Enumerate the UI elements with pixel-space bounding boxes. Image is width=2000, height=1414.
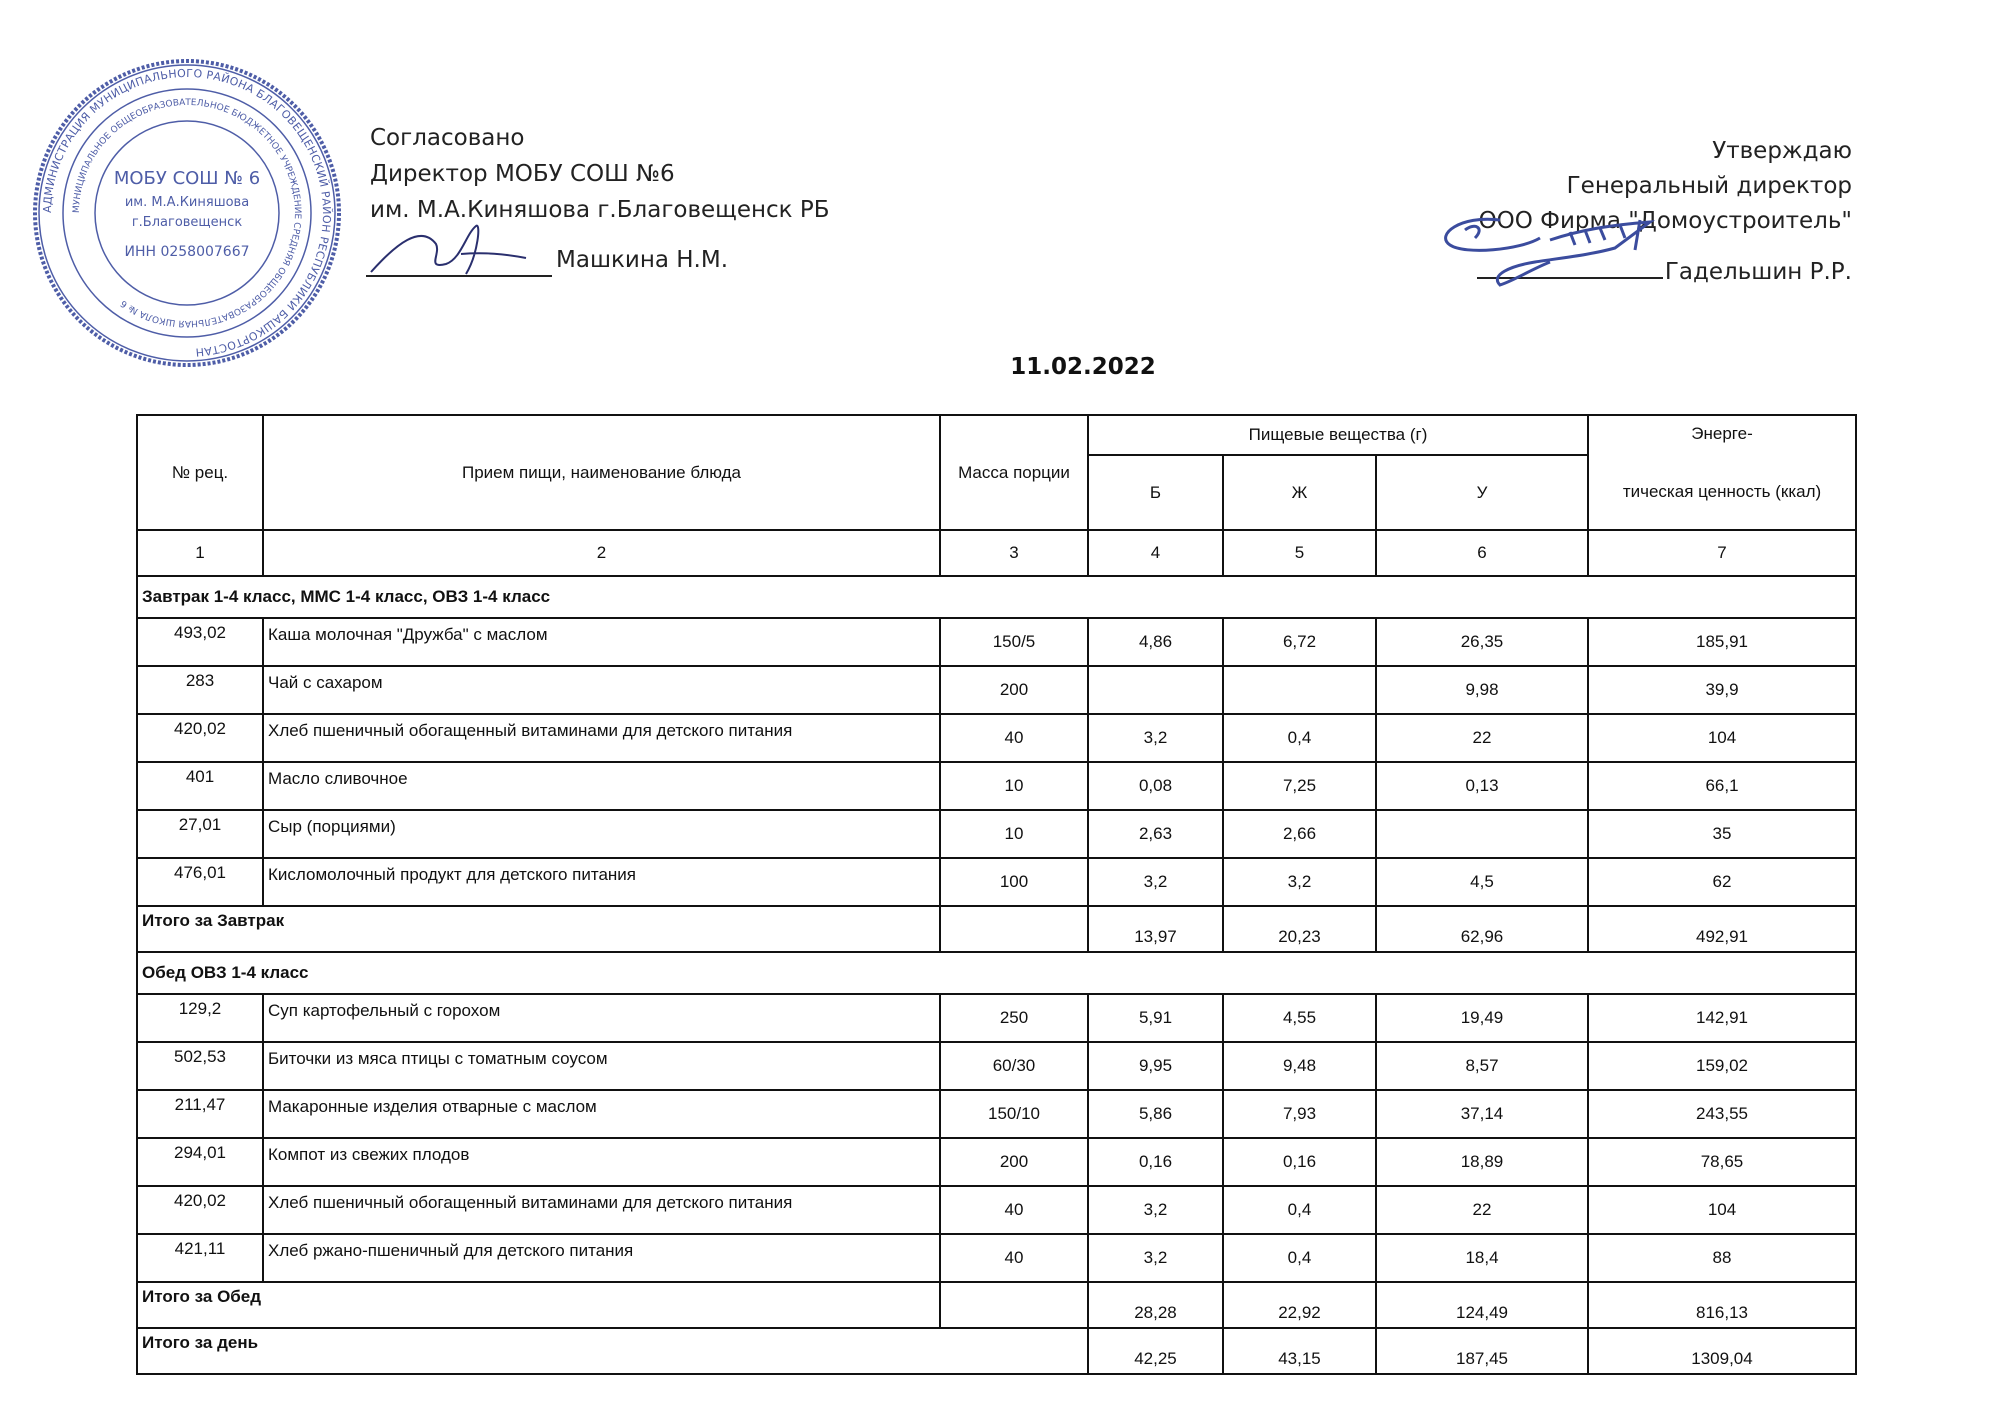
fat-value: 6,72 bbox=[1223, 618, 1376, 666]
carbs-value: 22 bbox=[1376, 1186, 1588, 1234]
total-zh: 22,92 bbox=[1223, 1282, 1376, 1328]
fat-value: 9,48 bbox=[1223, 1042, 1376, 1090]
signature-left bbox=[366, 214, 556, 284]
stamp-center-line2: им. М.А.Киняшова bbox=[124, 195, 250, 210]
recipe-number: 211,47 bbox=[137, 1090, 263, 1138]
column-number: 7 bbox=[1588, 530, 1856, 576]
header-fat: Ж bbox=[1223, 455, 1376, 530]
protein-value: 0,16 bbox=[1088, 1138, 1223, 1186]
total-b: 13,97 bbox=[1088, 906, 1223, 952]
carbs-value: 18,4 bbox=[1376, 1234, 1588, 1282]
total-zh: 43,15 bbox=[1223, 1328, 1376, 1374]
approval-left-title: Согласовано bbox=[370, 125, 525, 151]
signature-right bbox=[1440, 200, 1700, 300]
recipe-number: 27,01 bbox=[137, 810, 263, 858]
recipe-number: 420,02 bbox=[137, 714, 263, 762]
protein-value bbox=[1088, 666, 1223, 714]
portion-mass: 150/5 bbox=[940, 618, 1088, 666]
dish-name: Масло сливочное bbox=[263, 762, 940, 810]
fat-value: 4,55 bbox=[1223, 994, 1376, 1042]
portion-mass: 40 bbox=[940, 714, 1088, 762]
portion-mass: 250 bbox=[940, 994, 1088, 1042]
stamp-center-line3: г.Благовещенск bbox=[131, 215, 243, 230]
energy-value: 78,65 bbox=[1588, 1138, 1856, 1186]
table-row bbox=[137, 1090, 1856, 1138]
carbs-value: 37,14 bbox=[1376, 1090, 1588, 1138]
menu-table bbox=[136, 414, 1857, 1375]
protein-value: 2,63 bbox=[1088, 810, 1223, 858]
table-row bbox=[137, 994, 1856, 1042]
carbs-value: 19,49 bbox=[1376, 994, 1588, 1042]
fat-value: 7,93 bbox=[1223, 1090, 1376, 1138]
stamp-center-line1: МОБУ СОШ № 6 bbox=[113, 168, 261, 189]
total-u: 124,49 bbox=[1376, 1282, 1588, 1328]
header-carbs: У bbox=[1376, 455, 1588, 530]
header-mass: Масса порции bbox=[940, 415, 1088, 530]
stamp-inner-text: МУНИЦИПАЛЬНОЕ ОБЩЕОБРАЗОВАТЕЛЬНОЕ БЮДЖЕТНОЕ УЧРЕЖДЕНИЕ СРЕДНЯЯ ОБЩЕОБРАЗОВАТЕЛЬНАЯ ШКОЛА № 6 bbox=[71, 97, 303, 329]
carbs-value: 18,89 bbox=[1376, 1138, 1588, 1186]
energy-value: 66,1 bbox=[1588, 762, 1856, 810]
fat-value bbox=[1223, 666, 1376, 714]
approval-right-position: Генеральный директор bbox=[1566, 173, 1852, 199]
energy-value: 159,02 bbox=[1588, 1042, 1856, 1090]
fat-value: 0,4 bbox=[1223, 1234, 1376, 1282]
column-number: 4 bbox=[1088, 530, 1223, 576]
table-row bbox=[137, 714, 1856, 762]
table-row bbox=[137, 666, 1856, 714]
school-stamp bbox=[30, 56, 344, 370]
approval-left-school: им. М.А.Киняшова г.Благовещенск РБ bbox=[370, 197, 830, 223]
stamp-inn: ИНН 0258007667 bbox=[124, 244, 250, 260]
portion-mass: 150/10 bbox=[940, 1090, 1088, 1138]
total-kcal: 1309,04 bbox=[1588, 1328, 1856, 1374]
total-b: 28,28 bbox=[1088, 1282, 1223, 1328]
total-label: Итого за Обед bbox=[137, 1282, 940, 1328]
portion-mass: 10 bbox=[940, 762, 1088, 810]
header-energy-top: Энерге- bbox=[1691, 424, 1753, 443]
dish-name: Компот из свежих плодов bbox=[263, 1138, 940, 1186]
total-b: 42,25 bbox=[1088, 1328, 1223, 1374]
column-number: 5 bbox=[1223, 530, 1376, 576]
carbs-value: 22 bbox=[1376, 714, 1588, 762]
total-label: Итого за день bbox=[137, 1328, 1088, 1374]
fat-value: 7,25 bbox=[1223, 762, 1376, 810]
dish-name: Биточки из мяса птицы с томатным соусом bbox=[263, 1042, 940, 1090]
table-row bbox=[137, 762, 1856, 810]
total-u: 62,96 bbox=[1376, 906, 1588, 952]
recipe-number: 502,53 bbox=[137, 1042, 263, 1090]
fat-value: 3,2 bbox=[1223, 858, 1376, 906]
svg-text:АДМИНИСТРАЦИЯ МУНИЦИПАЛЬНОГО Р bbox=[41, 67, 333, 359]
energy-value: 185,91 bbox=[1588, 618, 1856, 666]
recipe-number: 283 bbox=[137, 666, 263, 714]
recipe-number: 493,02 bbox=[137, 618, 263, 666]
table-row bbox=[137, 810, 1856, 858]
energy-value: 142,91 bbox=[1588, 994, 1856, 1042]
header-dish: Прием пищи, наименование блюда bbox=[263, 415, 940, 530]
fat-value: 0,16 bbox=[1223, 1138, 1376, 1186]
section-total-row bbox=[137, 1282, 1856, 1328]
energy-value: 35 bbox=[1588, 810, 1856, 858]
fat-value: 2,66 bbox=[1223, 810, 1376, 858]
stamp-outer-text: АДМИНИСТРАЦИЯ МУНИЦИПАЛЬНОГО РАЙОНА БЛАГОВЕЩЕНСКИЙ РАЙОН РЕСПУБЛИКИ БАШКОРТОСТАН bbox=[40, 66, 334, 359]
protein-value: 3,2 bbox=[1088, 1234, 1223, 1282]
section-title: Завтрак 1-4 класс, ММС 1-4 класс, ОВЗ 1-4 класс bbox=[137, 576, 1856, 618]
dish-name: Хлеб пшеничный обогащенный витаминами для детского питания bbox=[263, 714, 940, 762]
carbs-value: 4,5 bbox=[1376, 858, 1588, 906]
carbs-value: 26,35 bbox=[1376, 618, 1588, 666]
energy-value: 243,55 bbox=[1588, 1090, 1856, 1138]
fat-value: 0,4 bbox=[1223, 1186, 1376, 1234]
recipe-number: 421,11 bbox=[137, 1234, 263, 1282]
header-recipe-no: № рец. bbox=[137, 415, 263, 530]
portion-mass: 40 bbox=[940, 1186, 1088, 1234]
energy-value: 88 bbox=[1588, 1234, 1856, 1282]
energy-value: 104 bbox=[1588, 1186, 1856, 1234]
portion-mass: 40 bbox=[940, 1234, 1088, 1282]
day-total-row bbox=[137, 1328, 1856, 1374]
protein-value: 0,08 bbox=[1088, 762, 1223, 810]
protein-value: 5,86 bbox=[1088, 1090, 1223, 1138]
protein-value: 9,95 bbox=[1088, 1042, 1223, 1090]
dish-name: Хлеб ржано-пшеничный для детского питания bbox=[263, 1234, 940, 1282]
header-energy-bottom: тическая ценность (ккал) bbox=[1622, 482, 1822, 501]
dish-name: Кисломолочный продукт для детского питания bbox=[263, 858, 940, 906]
dish-name: Макаронные изделия отварные с маслом bbox=[263, 1090, 940, 1138]
carbs-value: 8,57 bbox=[1376, 1042, 1588, 1090]
protein-value: 3,2 bbox=[1088, 1186, 1223, 1234]
protein-value: 5,91 bbox=[1088, 994, 1223, 1042]
recipe-number: 476,01 bbox=[137, 858, 263, 906]
table-row bbox=[137, 1186, 1856, 1234]
column-number: 6 bbox=[1376, 530, 1588, 576]
portion-mass: 100 bbox=[940, 858, 1088, 906]
total-mass bbox=[940, 1282, 1088, 1328]
total-kcal: 492,91 bbox=[1588, 906, 1856, 952]
dish-name: Сыр (порциями) bbox=[263, 810, 940, 858]
protein-value: 3,2 bbox=[1088, 714, 1223, 762]
column-number: 1 bbox=[137, 530, 263, 576]
energy-value: 104 bbox=[1588, 714, 1856, 762]
protein-value: 4,86 bbox=[1088, 618, 1223, 666]
total-zh: 20,23 bbox=[1223, 906, 1376, 952]
header-protein: Б bbox=[1088, 455, 1223, 530]
section-total-row bbox=[137, 906, 1856, 952]
header-nutrients: Пищевые вещества (г) bbox=[1088, 415, 1588, 455]
table-row bbox=[137, 1042, 1856, 1090]
section-row bbox=[137, 952, 1856, 994]
document-date: 11.02.2022 bbox=[1010, 354, 1156, 380]
table-row bbox=[137, 1234, 1856, 1282]
table-row bbox=[137, 618, 1856, 666]
protein-value: 3,2 bbox=[1088, 858, 1223, 906]
total-mass bbox=[940, 906, 1088, 952]
fat-value: 0,4 bbox=[1223, 714, 1376, 762]
portion-mass: 10 bbox=[940, 810, 1088, 858]
recipe-number: 294,01 bbox=[137, 1138, 263, 1186]
table-row bbox=[137, 858, 1856, 906]
carbs-value: 0,13 bbox=[1376, 762, 1588, 810]
dish-name: Чай с сахаром bbox=[263, 666, 940, 714]
total-u: 187,45 bbox=[1376, 1328, 1588, 1374]
column-numbers-row bbox=[137, 530, 1856, 576]
approval-left-name: Машкина Н.М. bbox=[556, 247, 729, 273]
energy-value: 39,9 bbox=[1588, 666, 1856, 714]
carbs-value bbox=[1376, 810, 1588, 858]
portion-mass: 200 bbox=[940, 1138, 1088, 1186]
table-row bbox=[137, 1138, 1856, 1186]
portion-mass: 200 bbox=[940, 666, 1088, 714]
dish-name: Хлеб пшеничный обогащенный витаминами для детского питания bbox=[263, 1186, 940, 1234]
section-row bbox=[137, 576, 1856, 618]
approval-right-company: ООО Фирма "Домоустроитель" bbox=[1478, 208, 1852, 234]
column-number: 3 bbox=[940, 530, 1088, 576]
portion-mass: 60/30 bbox=[940, 1042, 1088, 1090]
total-label: Итого за Завтрак bbox=[137, 906, 940, 952]
svg-text:МУНИЦИПАЛЬНОЕ ОБЩЕОБРАЗОВАТЕЛЬ bbox=[72, 98, 302, 328]
energy-value: 62 bbox=[1588, 858, 1856, 906]
recipe-number: 401 bbox=[137, 762, 263, 810]
recipe-number: 420,02 bbox=[137, 1186, 263, 1234]
column-number: 2 bbox=[263, 530, 940, 576]
carbs-value: 9,98 bbox=[1376, 666, 1588, 714]
header-energy bbox=[1588, 415, 1856, 530]
section-title: Обед ОВЗ 1-4 класс bbox=[137, 952, 1856, 994]
approval-right-name: Гадельшин Р.Р. bbox=[1664, 259, 1852, 285]
approval-right-title: Утверждаю bbox=[1712, 138, 1852, 164]
dish-name: Суп картофельный с горохом bbox=[263, 994, 940, 1042]
approval-left-position: Директор МОБУ СОШ №6 bbox=[370, 161, 675, 187]
dish-name: Каша молочная "Дружба" с маслом bbox=[263, 618, 940, 666]
recipe-number: 129,2 bbox=[137, 994, 263, 1042]
total-kcal: 816,13 bbox=[1588, 1282, 1856, 1328]
